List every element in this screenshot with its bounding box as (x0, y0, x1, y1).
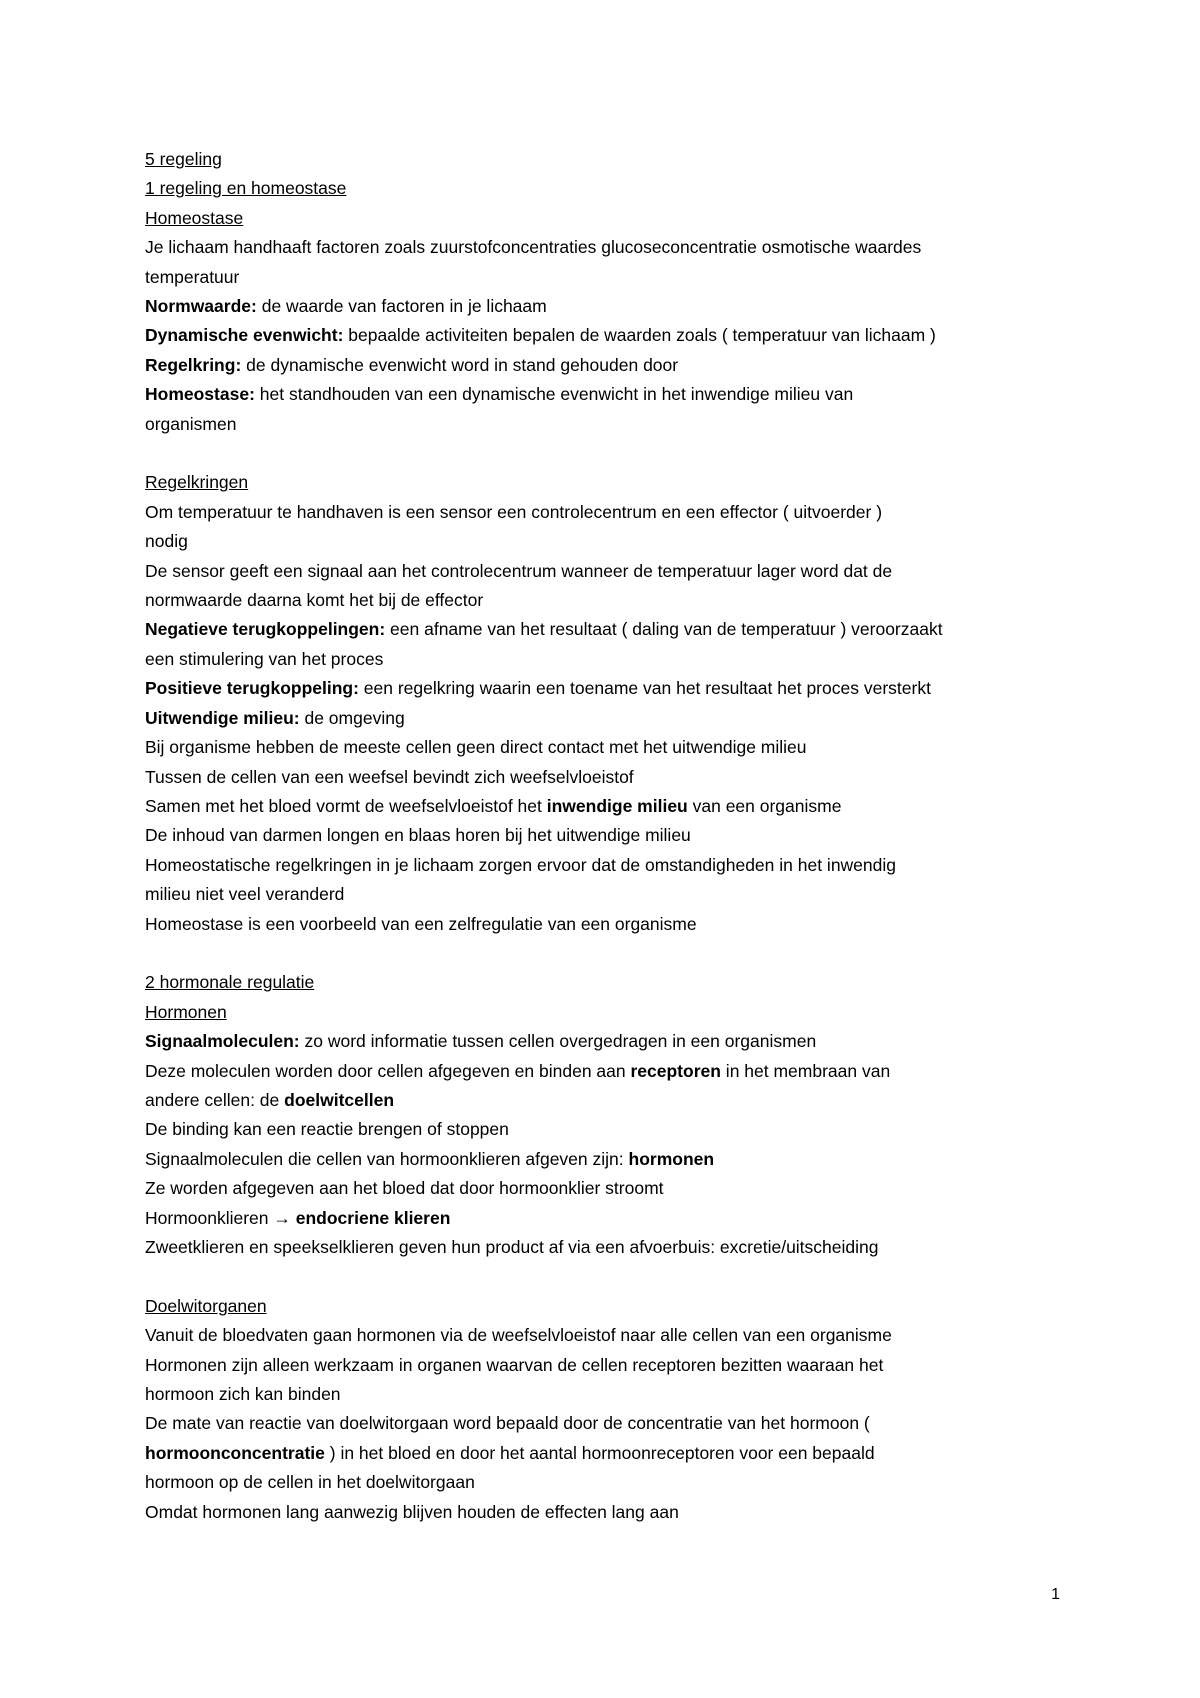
text-run: een regelkring waarin een toename van het resultaat het proces versterkt (358, 678, 931, 699)
blank-line (145, 939, 1075, 968)
text-line (145, 351, 1075, 380)
text-line (145, 498, 1075, 527)
section-heading: 5 regeling (145, 149, 222, 169)
section-heading: Doelwitorganen (145, 1295, 267, 1316)
text-line (145, 1468, 1075, 1497)
bold-term: hormonen (628, 1148, 715, 1169)
text-line (145, 851, 1075, 880)
bold-term: → endocriene klieren (273, 1207, 451, 1228)
section-heading: 2 hormonale regulatie (145, 972, 315, 993)
text-run: Deze moleculen worden door cellen afgegeven en binden aan (145, 1060, 631, 1081)
text-run: ) in het bloed en door het aantal hormoonreceptoren voor een bepaald (324, 1442, 875, 1463)
text-run: de waarde van factoren in je lichaam (256, 296, 547, 317)
text-run: Bij organisme hebben de meeste cellen geen direct contact met het uitwendige milieu (145, 737, 807, 758)
text-line (145, 380, 1075, 409)
text-line (145, 1439, 1075, 1468)
text-line (145, 792, 1075, 821)
text-run: Zweetklieren en speekselklieren geven hun product af via een afvoerbuis: excretie/uitscheiding (145, 1237, 879, 1257)
text-run: de omgeving (299, 707, 405, 728)
text-line (145, 1233, 1075, 1262)
bold-term: doelwitcellen (284, 1089, 395, 1110)
text-line (145, 527, 1075, 556)
text-run: Homeostase is een voorbeeld van een zelfregulatie van een organisme (145, 913, 697, 934)
section-heading: 1 regeling en homeostase (145, 178, 347, 199)
text-run: milieu niet veel veranderd (145, 884, 345, 905)
bold-term: receptoren (630, 1060, 721, 1081)
text-run: temperatuur (145, 266, 240, 287)
text-line (145, 1409, 1075, 1438)
text-run: Homeostatische regelkringen in je lichaam zorgen ervoor dat de omstandigheden in het inwendig (145, 854, 897, 875)
text-line (145, 1174, 1075, 1203)
text-line (145, 321, 1075, 350)
text-line (145, 674, 1075, 703)
text-line (145, 1321, 1075, 1350)
bold-term: Positieve terugkoppeling: (145, 678, 359, 699)
text-line (145, 615, 1075, 644)
text-run: Ze worden afgegeven aan het bloed dat door hormoonklier stroomt (145, 1178, 664, 1199)
text-line (145, 410, 1075, 439)
text-line (145, 557, 1075, 586)
text-line (145, 880, 1075, 909)
text-run: Om temperatuur te handhaven is een sensor een controlecentrum en een effector ( uitvoerder ) (145, 501, 883, 522)
text-run: Je lichaam handhaaft factoren zoals zuurstofconcentraties glucoseconcentratie osmotische waardes (145, 237, 922, 258)
section-heading: Homeostase (145, 207, 244, 228)
text-line (145, 704, 1075, 733)
bold-term: Homeostase: (145, 384, 255, 405)
text-run: De sensor geeft een signaal aan het controlecentrum wanneer de temperatuur lager word dat de (145, 560, 893, 581)
text-run: zo word informatie tussen cellen overgedragen in een organismen (299, 1031, 817, 1052)
text-run: Hormoonklieren (145, 1207, 274, 1228)
text-run: Omdat hormonen lang aanwezig blijven houden de effecten lang aan (145, 1501, 679, 1522)
bold-term: Uitwendige milieu: (145, 707, 300, 728)
text-run: Samen met het bloed vormt de weefselvloeistof het (145, 795, 547, 816)
text-run: De binding kan een reactie brengen of stoppen (145, 1119, 509, 1140)
text-run: in het membraan van (720, 1060, 891, 1081)
text-line (145, 1115, 1075, 1144)
bold-term: Dynamische evenwicht: (145, 325, 344, 346)
text-run: hormoon op de cellen in het doelwitorgaan (145, 1472, 475, 1493)
text-run: Vanuit de bloedvaten gaan hormonen via de weefselvloeistof naar alle cellen van een organisme (145, 1325, 892, 1346)
text-run: bepaalde activiteiten bepalen de waarden zoals ( temperatuur van lichaam ) (343, 325, 936, 346)
blank-line (145, 1262, 1075, 1291)
text-line (145, 263, 1075, 292)
text-run: Hormonen zijn alleen werkzaam in organen waarvan de cellen receptoren bezitten waaraan het (145, 1354, 884, 1375)
bold-term: Signaalmoleculen: (145, 1031, 300, 1052)
text-line (145, 1086, 1075, 1115)
text-line (145, 821, 1075, 850)
text-run: een stimulering van het proces (145, 648, 384, 669)
bold-term: Normwaarde: (145, 296, 257, 317)
bold-term: Negatieve terugkoppelingen: (145, 619, 386, 640)
text-run: de dynamische evenwicht word in stand gehouden door (241, 354, 679, 375)
text-run: een afname van het resultaat ( daling van de temperatuur ) veroorzaakt (385, 619, 943, 640)
text-line (145, 910, 1075, 939)
text-line (145, 645, 1075, 674)
text-line (145, 1145, 1075, 1174)
text-line (145, 1027, 1075, 1056)
text-line (145, 1498, 1075, 1527)
text-run: het standhouden van een dynamische evenwicht in het inwendige milieu van (254, 384, 854, 405)
text-line (145, 763, 1075, 792)
section-heading: Hormonen (145, 1001, 227, 1022)
text-run: Tussen de cellen van een weefsel bevindt zich weefselvloeistof (145, 766, 634, 787)
text-line (145, 233, 1075, 262)
text-line (145, 1204, 1075, 1233)
text-line (145, 586, 1075, 615)
text-line (145, 1351, 1075, 1380)
blank-line (145, 439, 1075, 468)
text-run: Signaalmoleculen die cellen van hormoonklieren afgeven zijn: (145, 1148, 629, 1169)
section-heading: Regelkringen (145, 472, 249, 493)
text-line (145, 733, 1075, 762)
text-run: normwaarde daarna komt het bij de effector (145, 590, 484, 611)
text-line (145, 292, 1075, 321)
bold-term: inwendige milieu (546, 795, 688, 816)
text-line (145, 1380, 1075, 1409)
text-line (145, 1057, 1075, 1086)
text-run: hormoon zich kan binden (145, 1384, 341, 1405)
bold-term: hormoonconcentratie (145, 1442, 325, 1463)
text-run: De mate van reactie van doelwitorgaan word bepaald door de concentratie van het hormoon ( (145, 1413, 870, 1434)
document-body (145, 145, 1075, 1527)
text-run: organismen (145, 413, 237, 434)
bold-term: Regelkring: (145, 354, 242, 375)
text-run: De inhoud van darmen longen en blaas horen bij het uitwendige milieu (145, 825, 691, 846)
text-run: andere cellen: de (145, 1089, 285, 1110)
text-run: nodig (145, 531, 188, 552)
page-number: 1 (1051, 1586, 1060, 1603)
text-run: van een organisme (687, 795, 842, 816)
